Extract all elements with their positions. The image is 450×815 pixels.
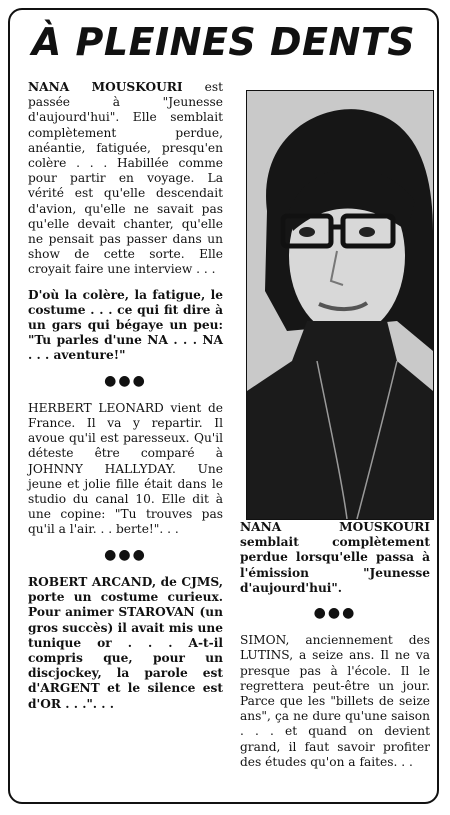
- right-column: [240, 520, 430, 780]
- paragraph-mouskouri-text: est passée à "Jeunesse d'aujourd'hui". Elle semblait complètement perdue, anéantie, fatiguée, presqu'en colère . . . Habillée comme pour partir en voyage. La vérité est qu'elle descendait d'avion, qu'elle ne savait pas qu'elle devait chanter, qu'elle ne pensait pas passer dans un show de cette sorte. Elle croyait faire une interview . . .: [28, 80, 223, 277]
- article-frame: [8, 8, 439, 804]
- portrait-photo: [246, 90, 434, 520]
- name-mouskouri: NANA MOUSKOURI: [28, 80, 183, 94]
- paragraph-mouskouri: [28, 80, 223, 278]
- paragraph-leonard: HERBERT LEONARD vient de France. Il va y repartir. Il avoue qu'il est paresseux. Qu'il déteste être comparé à JOHNNY HALLYDAY. Une jeune et jolie fille était dans le studio du canal 10. Elle dit à une copine: "Tu trouves pas qu'il a l'air. . . berte!". . .: [28, 400, 223, 537]
- paragraph-colere: D'où la colère, la fatigue, le costume . . . ce qui fit dire à un gars qui bégaye un peu: "Tu parles d'une NA . . . NA . . . aventure!": [28, 287, 223, 363]
- paragraph-arcand: ROBERT ARCAND, de CJMS, porte un costume curieux. Pour animer STAROVAN (un gros succès) il avait mis une tunique or . . . A-t-il compris que, pour un discjockey, la parole est d'ARGENT et le silence est d'OR . . .". . .: [28, 574, 223, 711]
- paragraph-simon: SIMON, anciennement des LUTINS, a seize ans. Il ne va presque pas à l'école. Il le regrettera peut-être un jour. Parce que les "billets de seize ans", ça ne dure qu'une saison . . . et quand on devient grand, il faut savoir profiter des études qu'on a faites. . .: [240, 633, 430, 769]
- article-title: À PLEINES DENTS: [31, 20, 416, 64]
- left-column: [28, 80, 223, 800]
- separator-dots: ●●●: [104, 546, 147, 563]
- photo-caption: NANA MOUSKOURI semblait complètement perdue lorsqu'elle passa à l'émission "Jeunesse d'aujourd'hui".: [240, 520, 430, 595]
- portrait-illustration: [247, 91, 433, 519]
- separator-dots: ●●●: [313, 605, 357, 622]
- separator-dots: ●●●: [104, 372, 147, 389]
